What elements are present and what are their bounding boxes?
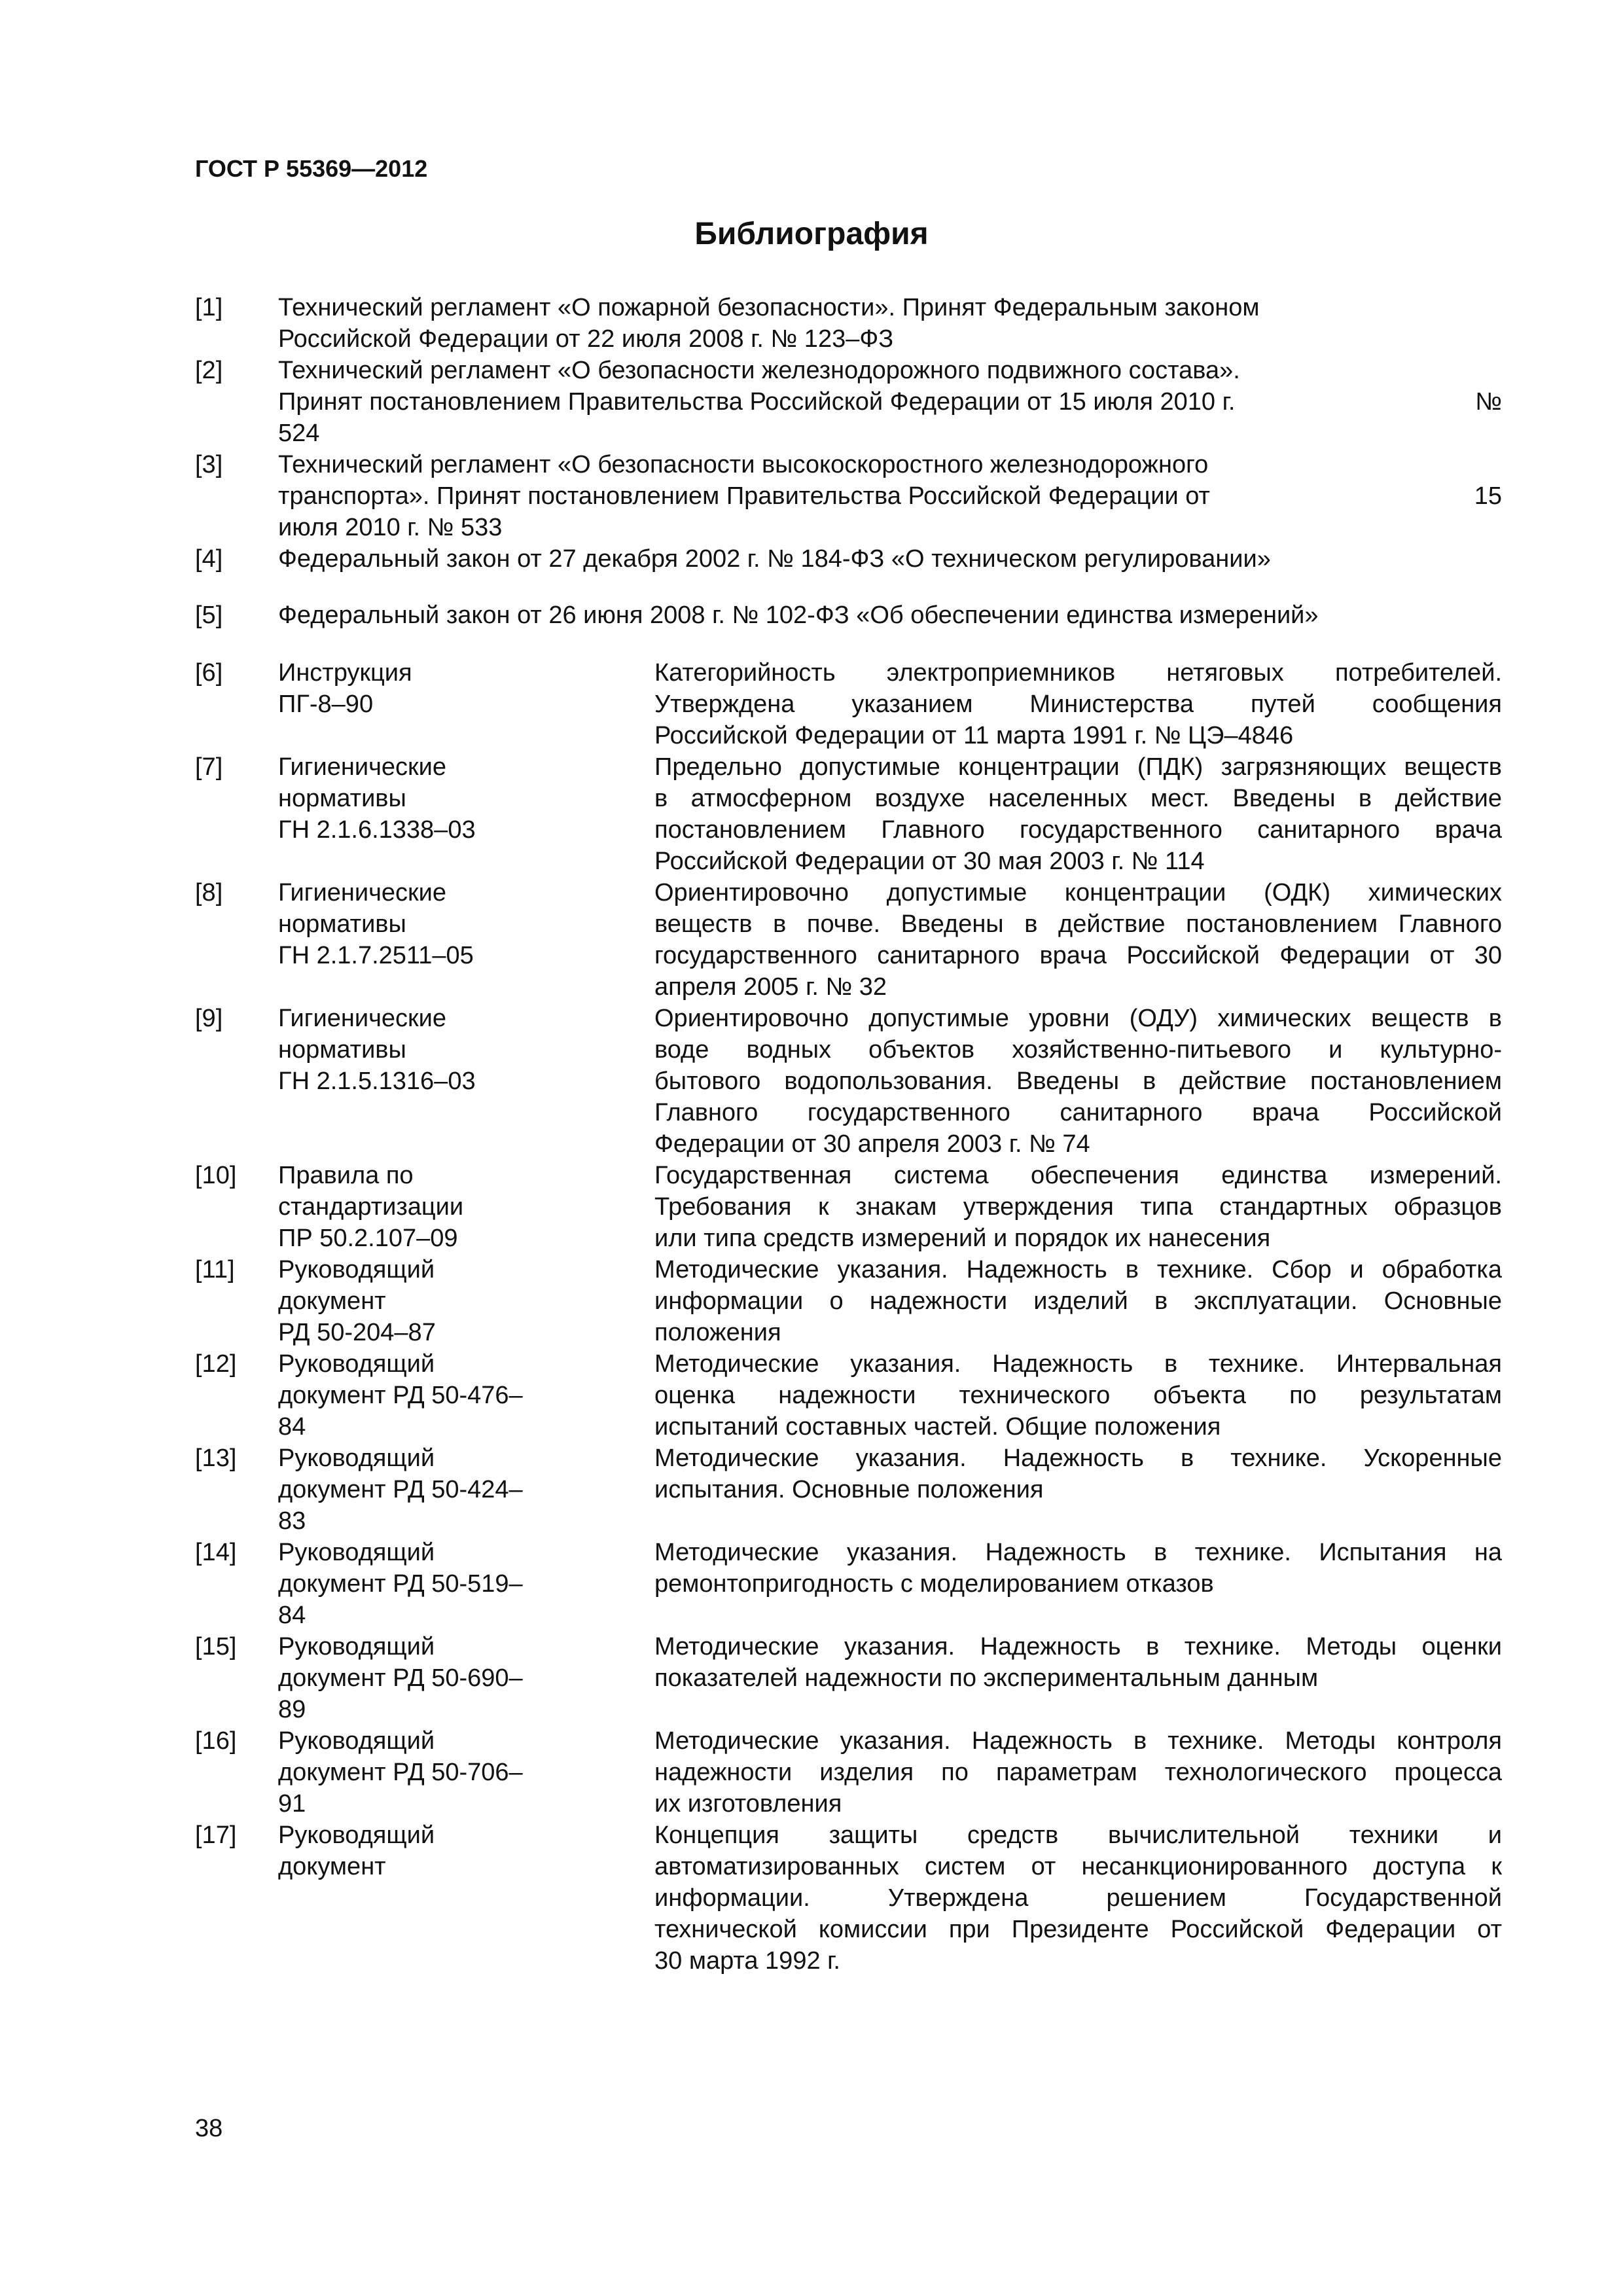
description-line: Главного государственного санитарного врача Российской <box>654 1099 1502 1126</box>
description-line: ремонтопригодность с моделированием отказов <box>654 1570 1214 1598</box>
entry-number: [1] <box>195 294 223 321</box>
designation-line: Инструкция <box>278 659 412 687</box>
description-line: надежности изделия по параметрам технологического процесса <box>654 1759 1502 1786</box>
description-line: информации о надежности изделий в эксплуатации. Основные <box>654 1287 1502 1315</box>
entry-number: [5] <box>195 601 223 629</box>
entry-text-tail: № <box>1475 388 1502 416</box>
entry-number: [3] <box>195 451 223 478</box>
designation-line: документ <box>278 1287 386 1315</box>
description-line: оценка надежности технического объекта по результатам <box>654 1382 1502 1409</box>
designation-line: Руководящий <box>278 1633 435 1660</box>
description-line: государственного санитарного врача Российской Федерации от 30 <box>654 942 1502 969</box>
description-line: испытания. Основные положения <box>654 1476 1044 1503</box>
document-description <box>654 1348 1502 1443</box>
description-line: Методические указания. Надежность в технике. Сбор и обработка <box>654 1256 1502 1283</box>
designation-line: нормативы <box>278 1036 406 1064</box>
document-description <box>654 1820 1502 1977</box>
document-designation <box>278 1443 592 1537</box>
document-description <box>654 1160 1502 1254</box>
entry-number: [2] <box>195 357 223 384</box>
page-number: 38 <box>195 2115 223 2142</box>
designation-line: ГН 2.1.6.1338–03 <box>278 816 476 844</box>
description-line: воде водных объектов хозяйственно-питьевого и культурно- <box>654 1036 1502 1064</box>
description-line: Предельно допустимые концентрации (ПДК) загрязняющих веществ <box>654 753 1502 781</box>
designation-line: Руководящий <box>278 1539 435 1566</box>
description-line: Концепция защиты средств вычислительной техники и <box>654 1821 1502 1849</box>
entry-text-line: Технический регламент «О безопасности высокоскоростного железнодорожного <box>278 451 1209 478</box>
entry-text <box>278 355 1502 449</box>
document-designation <box>278 1631 592 1725</box>
entry-text-line: Технический регламент «О безопасности железнодорожного подвижного состава». <box>278 357 1240 384</box>
designation-line: ГН 2.1.5.1316–03 <box>278 1067 476 1095</box>
entry-text-line: Российской Федерации от 22 июля 2008 г. № 123–ФЗ <box>278 325 894 353</box>
description-line: Методические указания. Надежность в технике. Интервальная <box>654 1350 1502 1378</box>
document-description <box>654 1725 1502 1820</box>
designation-line: ГН 2.1.7.2511–05 <box>278 942 474 969</box>
entry-number: [9] <box>195 1005 223 1032</box>
designation-line: Руководящий <box>278 1256 435 1283</box>
designation-line: документ РД 50-690– <box>278 1664 523 1692</box>
document-description <box>654 877 1502 1003</box>
description-line: бытового водопользования. Введены в действие постановлением <box>654 1067 1502 1095</box>
designation-line: Гигиенические <box>278 879 447 906</box>
designation-line: 89 <box>278 1696 306 1723</box>
description-line: Утверждена указанием Министерства путей сообщения <box>654 691 1502 718</box>
designation-line: документ РД 50-706– <box>278 1759 523 1786</box>
page-title: Библиография <box>694 217 929 251</box>
entry-number: [17] <box>195 1821 237 1849</box>
designation-line: Руководящий <box>278 1350 435 1378</box>
designation-line: Гигиенические <box>278 1005 447 1032</box>
document-description <box>654 1631 1502 1694</box>
document-description <box>654 1537 1502 1600</box>
document-designation <box>278 657 592 720</box>
entry-number: [7] <box>195 753 223 781</box>
description-line: Требования к знакам утверждения типа стандартных образцов <box>654 1193 1502 1221</box>
entry-number: [15] <box>195 1633 237 1660</box>
description-line: Категорийность электроприемников нетяговых потребителей. <box>654 659 1502 687</box>
document-designation <box>278 1160 592 1254</box>
description-line: постановлением Главного государственного санитарного врача <box>654 816 1502 844</box>
designation-line: 84 <box>278 1413 306 1441</box>
entry-text-line: июля 2010 г. № 533 <box>278 514 503 541</box>
entry-text-line: Технический регламент «О пожарной безопасности». Принят Федеральным законом <box>278 294 1260 321</box>
designation-line: 91 <box>278 1790 306 1818</box>
description-line: Российской Федерации от 11 марта 1991 г. № ЦЭ–4846 <box>654 722 1294 749</box>
description-line: технической комиссии при Президенте Российской Федерации от <box>654 1916 1502 1943</box>
description-line: Методические указания. Надежность в технике. Ускоренные <box>654 1444 1502 1472</box>
description-line: Ориентировочно допустимые концентрации (ОДК) химических <box>654 879 1502 906</box>
description-line: Методические указания. Надежность в технике. Методы оценки <box>654 1633 1502 1660</box>
designation-line: 83 <box>278 1507 306 1535</box>
entry-number: [12] <box>195 1350 237 1378</box>
description-line: испытаний составных частей. Общие положения <box>654 1413 1221 1441</box>
entry-number: [14] <box>195 1539 237 1566</box>
entry-text-line: Принят постановлением Правительства Российской Федерации от 15 июля 2010 г. <box>278 388 1236 416</box>
entry-text-line: Федеральный закон от 26 июня 2008 г. № 102-ФЗ «Об обеспечении единства измерений» <box>278 601 1319 629</box>
description-line: их изготовления <box>654 1790 842 1818</box>
designation-line: Руководящий <box>278 1727 435 1755</box>
designation-line: Правила по <box>278 1162 414 1189</box>
document-description <box>654 1443 1502 1505</box>
designation-line: нормативы <box>278 785 406 812</box>
document-description <box>654 751 1502 877</box>
designation-line: документ РД 50-476– <box>278 1382 523 1409</box>
entry-text-line: Федеральный закон от 27 декабря 2002 г. № 184-ФЗ «О техническом регулировании» <box>278 545 1271 573</box>
description-line: Государственная система обеспечения единства измерений. <box>654 1162 1502 1189</box>
document-designation <box>278 877 592 971</box>
document-designation <box>278 1537 592 1631</box>
designation-line: ПГ-8–90 <box>278 691 374 718</box>
designation-line: документ РД 50-424– <box>278 1476 523 1503</box>
description-line: Ориентировочно допустимые уровни (ОДУ) химических веществ в <box>654 1005 1502 1032</box>
entry-number: [8] <box>195 879 223 906</box>
designation-line: документ РД 50-519– <box>278 1570 523 1598</box>
designation-line: нормативы <box>278 910 406 938</box>
description-line: Методические указания. Надежность в технике. Методы контроля <box>654 1727 1502 1755</box>
description-line: или типа средств измерений и порядок их нанесения <box>654 1225 1271 1252</box>
designation-line: 84 <box>278 1602 306 1629</box>
description-line: 30 марта 1992 г. <box>654 1947 840 1975</box>
document-description <box>654 1003 1502 1160</box>
document-designation <box>278 1254 592 1348</box>
designation-line: Руководящий <box>278 1444 435 1472</box>
entry-number: [11] <box>195 1256 235 1283</box>
designation-line: документ <box>278 1853 386 1880</box>
document-designation <box>278 751 592 846</box>
document-designation <box>278 1820 592 1882</box>
entry-number: [4] <box>195 545 223 573</box>
description-line: автоматизированных систем от несанкционированного доступа к <box>654 1853 1502 1880</box>
document-designation <box>278 1348 592 1443</box>
entry-text-line: 524 <box>278 420 320 447</box>
entry-number: [10] <box>195 1162 237 1189</box>
designation-line: стандартизации <box>278 1193 464 1221</box>
entry-number: [16] <box>195 1727 237 1755</box>
entry-text <box>278 543 1502 575</box>
description-line: в атмосферном воздухе населенных мест. Введены в действие <box>654 785 1502 812</box>
designation-line: ПР 50.2.107–09 <box>278 1225 458 1252</box>
description-line: Федерации от 30 апреля 2003 г. № 74 <box>654 1130 1090 1158</box>
document-description <box>654 1254 1502 1348</box>
designation-line: Руководящий <box>278 1821 435 1849</box>
description-line: веществ в почве. Введены в действие постановлением Главного <box>654 910 1502 938</box>
entry-number: [13] <box>195 1444 237 1472</box>
entry-text <box>278 449 1502 543</box>
description-line: апреля 2005 г. № 32 <box>654 973 887 1001</box>
document-designation <box>278 1003 592 1097</box>
description-line: показателей надежности по экспериментальным данным <box>654 1664 1319 1692</box>
entry-text-tail: 15 <box>1474 482 1502 510</box>
entry-text-line: транспорта». Принят постановлением Правительства Российской Федерации от <box>278 482 1210 510</box>
description-line: Российской Федерации от 30 мая 2003 г. № 114 <box>654 848 1205 875</box>
entry-text <box>278 292 1502 355</box>
description-line: положения <box>654 1319 781 1346</box>
document-designation <box>278 1725 592 1820</box>
description-line: информации. Утверждена решением Государственной <box>654 1884 1502 1912</box>
entry-text <box>278 600 1502 631</box>
entry-number: [6] <box>195 659 223 687</box>
document-header: ГОСТ Р 55369—2012 <box>195 155 428 182</box>
designation-line: РД 50-204–87 <box>278 1319 436 1346</box>
document-description <box>654 657 1502 751</box>
description-line: Методические указания. Надежность в технике. Испытания на <box>654 1539 1502 1566</box>
designation-line: Гигиенические <box>278 753 447 781</box>
